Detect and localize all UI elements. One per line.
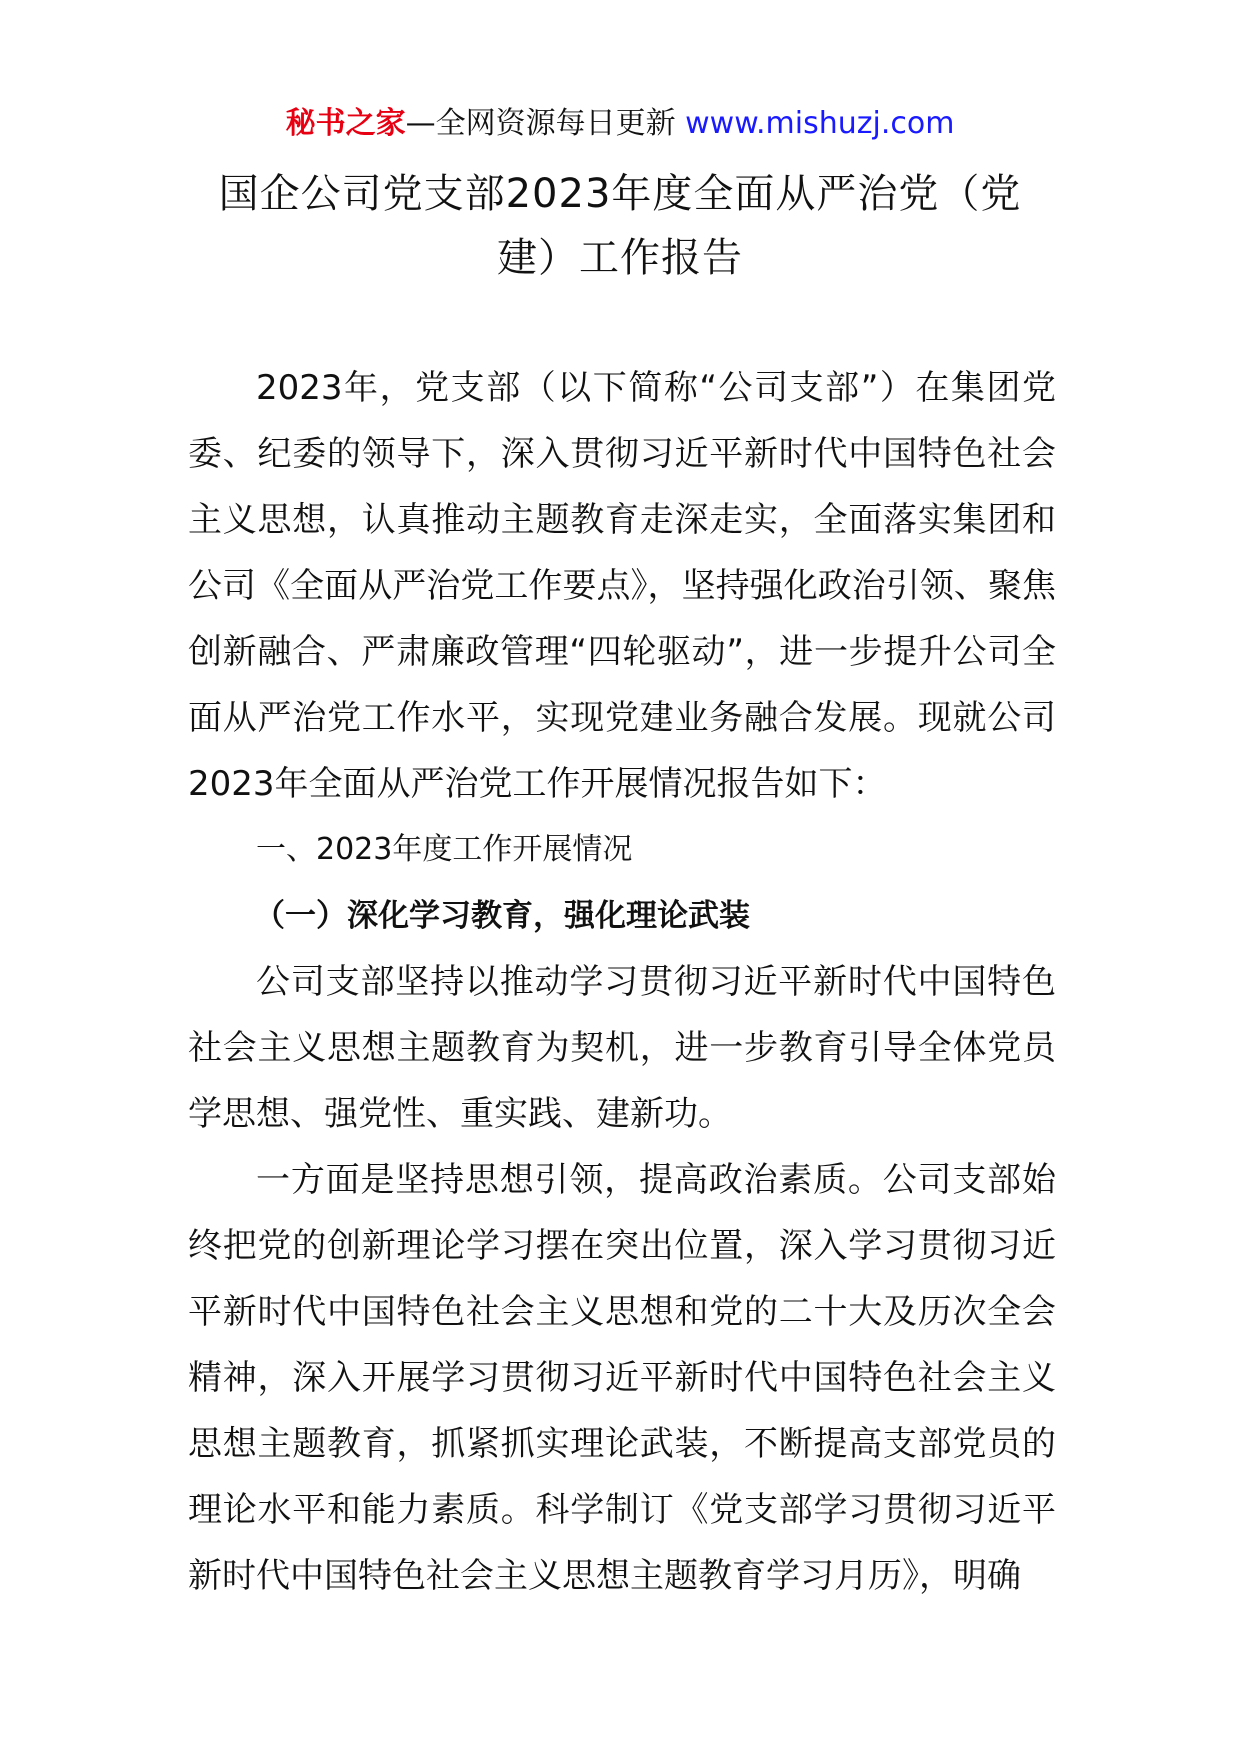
body-paragraph: 公司支部坚持以推动学习贯彻习近平新时代中国特色社会主义思想主题教育为契机，进一步教育引导全体党员学思想、强党性、重实践、建新功。 xyxy=(188,962,1056,1134)
body-paragraph: 一方面是坚持思想引领，提高政治素质。公司支部始终把党的创新理论学习摆在突出位置，深入学习贯彻习近平新时代中国特色社会主义思想和党的二十大及历次全会精神，深入开展学习贯彻习近平新时代中国特色社会主义思想主题教育，抓紧抓实理论武装，不断提高支部党员的理论水平和能力素质。科学制订《党支部学习贯彻习近平新时代中国特色社会主义思想主题教育学习月历》，明确 xyxy=(188,1160,1056,1596)
site-url[interactable]: www.mishuzj.com xyxy=(685,106,955,141)
title-line-1: 国企公司党支部2023年度全面从严治党（党 xyxy=(218,171,1022,217)
site-tagline: —全网资源每日更新 xyxy=(405,106,676,141)
brand-name: 秘书之家 xyxy=(285,106,406,141)
title-line-2: 建）工作报告 xyxy=(497,235,743,281)
intro-paragraph: 2023年，党支部（以下简称“公司支部”）在集团党委、纪委的领导下，深入贯彻习近平新时代中国特色社会主义思想，认真推动主题教育走深走实，全面落实集团和公司《全面从严治党工作要点》，坚持强化政治引领、聚焦创新融合、严肃廉政管理“四轮驱动”，进一步提升公司全面从严治党工作水平，实现党建业务融合发展。现就公司2023年全面从严治党工作开展情况报告如下： xyxy=(188,368,1056,804)
section-heading: 一、2023年度工作开展情况 xyxy=(256,832,633,867)
site-header xyxy=(0,102,1240,146)
document-body xyxy=(188,355,1056,1609)
subsection-heading: （一）深化学习教育，强化理论武装 xyxy=(254,898,750,934)
document-title xyxy=(160,162,1080,290)
